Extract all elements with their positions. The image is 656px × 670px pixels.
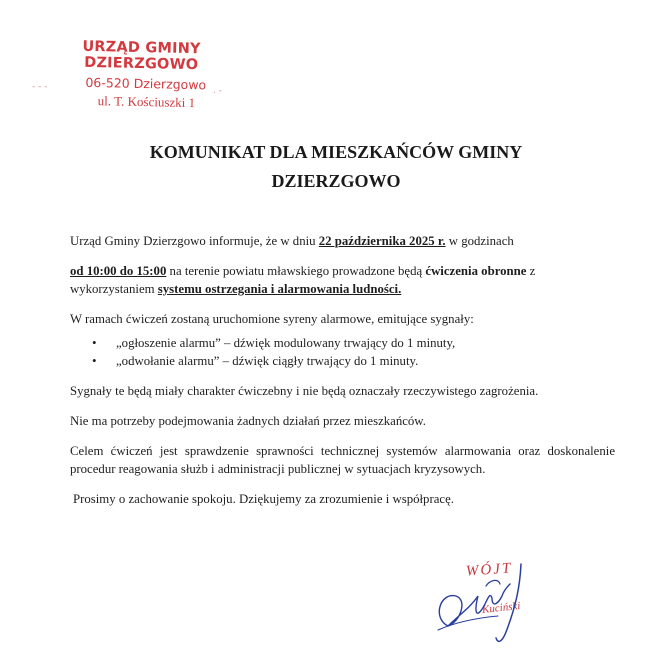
signal-alarm: „ogłoszenie alarmu” – dźwięk modulowany trwający do 1 minuty, [116, 336, 456, 350]
paragraph-purpose: Celem ćwiczeń jest sprawdzenie sprawności technicznej systemów alarmowania oraz doskonalenie procedur reagowania służb i administracji publicznej w sytuacjach kryzysowych. [70, 444, 615, 476]
announcement-text-end: w godzinach [445, 234, 514, 248]
exercise-location-text: na terenie powiatu mławskiego prowadzone będą [166, 264, 426, 278]
document-title [80, 138, 592, 196]
title-line-1: KOMUNIKAT DLA MIESZKAŃCÓW GMINY [149, 142, 523, 162]
list-item [92, 334, 615, 352]
paragraph-sirens: W ramach ćwiczeń zostaną uruchomione syreny alarmowe, emitujące sygnały: [70, 312, 474, 326]
bullet-icon: • [92, 353, 97, 368]
signature-stamp-title: WÓJT [465, 560, 513, 580]
paragraph-closing: Prosimy o zachowanie spokoju. Dziękujemy za zrozumienie i współpracę. [73, 492, 454, 506]
exercise-type: ćwiczenia obronne [425, 264, 527, 278]
stamp-mark-right: . ‐ [213, 86, 222, 96]
signature-stamp-name: Kuciński [481, 600, 522, 616]
exercise-hours: od 10:00 do 15:00 [70, 264, 167, 278]
stamp-street: ul. T. Kościuszki 1 [97, 93, 196, 111]
exercise-date: 22 października 2025 r. [318, 234, 446, 248]
document-body [70, 232, 615, 508]
paragraph-training-character: Sygnały te będą miały charakter ćwiczebny i nie będą oznaczały rzeczywistego zagrożenia. [70, 384, 539, 398]
stamp-postal-code: 06-520 Dzierzgowo [85, 74, 207, 93]
list-item [92, 352, 615, 370]
handwritten-signature-icon [426, 556, 556, 651]
signal-cancel: „odwołanie alarmu” – dźwięk ciągły trwający do 1 minuty. [116, 354, 419, 368]
office-stamp [35, 38, 246, 112]
paragraph-exercise-details [70, 262, 615, 298]
mayor-signature [426, 556, 556, 651]
title-line-2: DZIERZGOWO [271, 171, 401, 191]
announcement-text: Urząd Gminy Dzierzgowo informuje, że w dniu [70, 234, 319, 248]
stamp-mark-left: ‐ ‐ ‐ [32, 82, 48, 92]
signal-list [70, 334, 615, 370]
alarm-system-name: systemu ostrzegania i alarmowania ludności. [157, 282, 402, 296]
bullet-icon: • [92, 335, 97, 350]
paragraph-no-action: Nie ma potrzeby podejmowania żadnych działań przez mieszkańców. [70, 414, 426, 428]
stamp-office-name: URZĄD GMINY DZIERZGOWO [82, 38, 201, 74]
exercise-using-text: z wykorzystaniem [70, 264, 536, 296]
paragraph-announcement [70, 232, 615, 250]
